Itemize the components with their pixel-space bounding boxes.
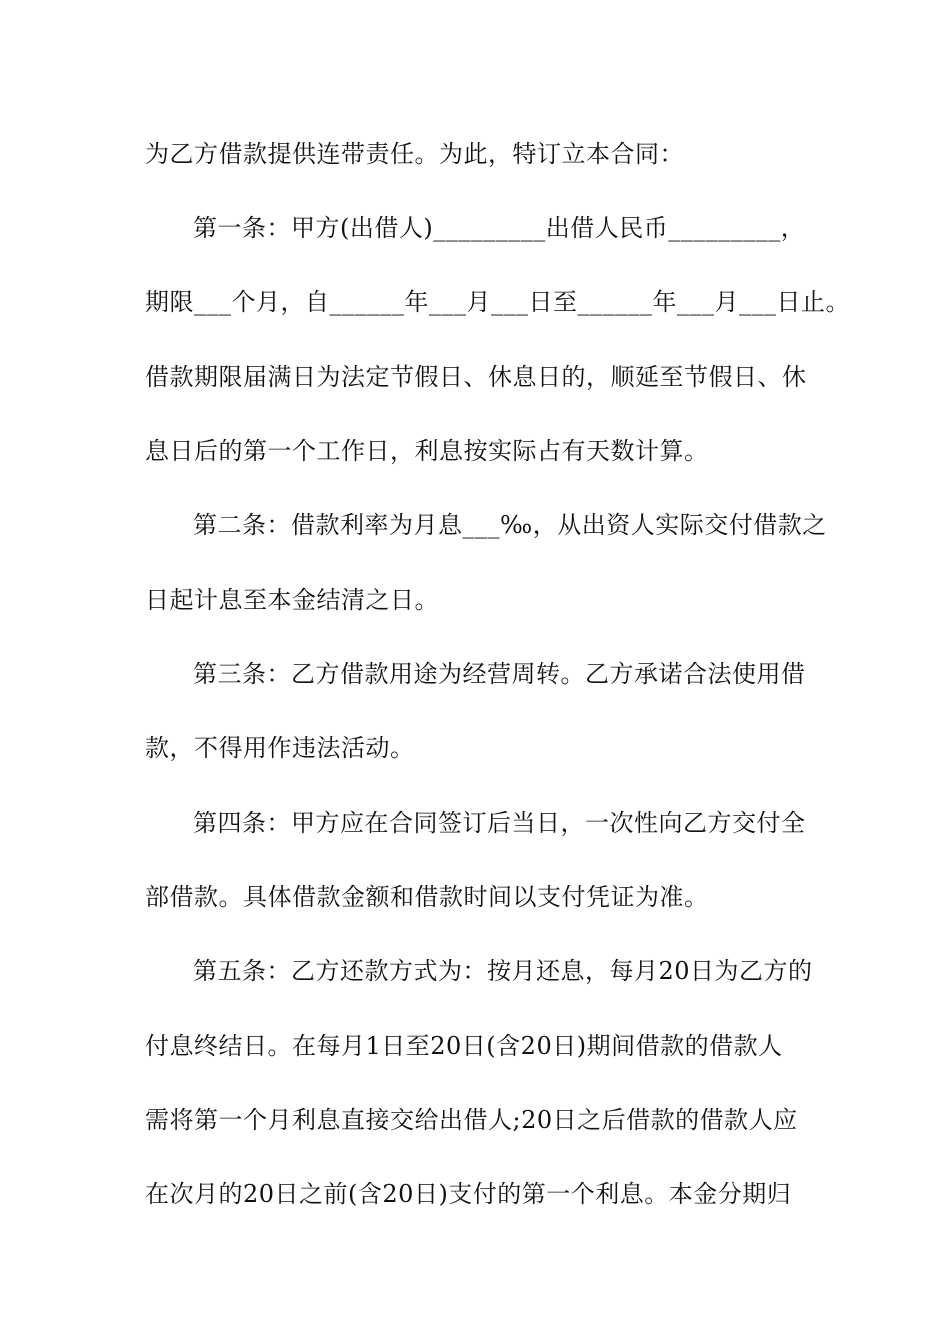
article-5-line-4: 在次月的20日之前(含20日)支付的第一个利息。本金分期归 <box>145 1180 792 1208</box>
article-5-line-3: 需将第一个月利息直接交给出借人;20日之后借款的借款人应 <box>145 1106 798 1134</box>
article-3-line-1: 第三条：乙方借款用途为经营周转。乙方承诺合法使用借 <box>193 660 806 688</box>
text-line-1: 为乙方借款提供连带责任。为此，特订立本合同： <box>145 140 684 168</box>
article-1-line-2: 期限___个月，自______年___月___日至______年___月___日止。 <box>145 288 850 316</box>
article-5-line-2: 付息终结日。在每月1日至20日(含20日)期间借款的借款人 <box>145 1032 783 1060</box>
article-1-line-4: 息日后的第一个工作日，利息按实际占有天数计算。 <box>145 437 709 465</box>
article-2-line-1: 第二条：借款利率为月息___‰，从出资人实际交付借款之 <box>193 511 827 539</box>
article-3-line-2: 款，不得用作违法活动。 <box>145 734 415 762</box>
article-5-line-1: 第五条：乙方还款方式为：按月还息，每月20日为乙方的 <box>193 957 813 985</box>
article-1-line-1: 第一条：甲方(出借人)_________出借人民币_________， <box>193 214 806 242</box>
article-2-line-2: 日起计息至本金结清之日。 <box>145 586 439 614</box>
article-1-line-3: 借款期限届满日为法定节假日、休息日的，顺延至节假日、休 <box>145 363 807 391</box>
article-4-line-2: 部借款。具体借款金额和借款时间以支付凭证为准。 <box>145 883 709 911</box>
article-4-line-1: 第四条：甲方应在合同签订后当日，一次性向乙方交付全 <box>193 809 806 837</box>
